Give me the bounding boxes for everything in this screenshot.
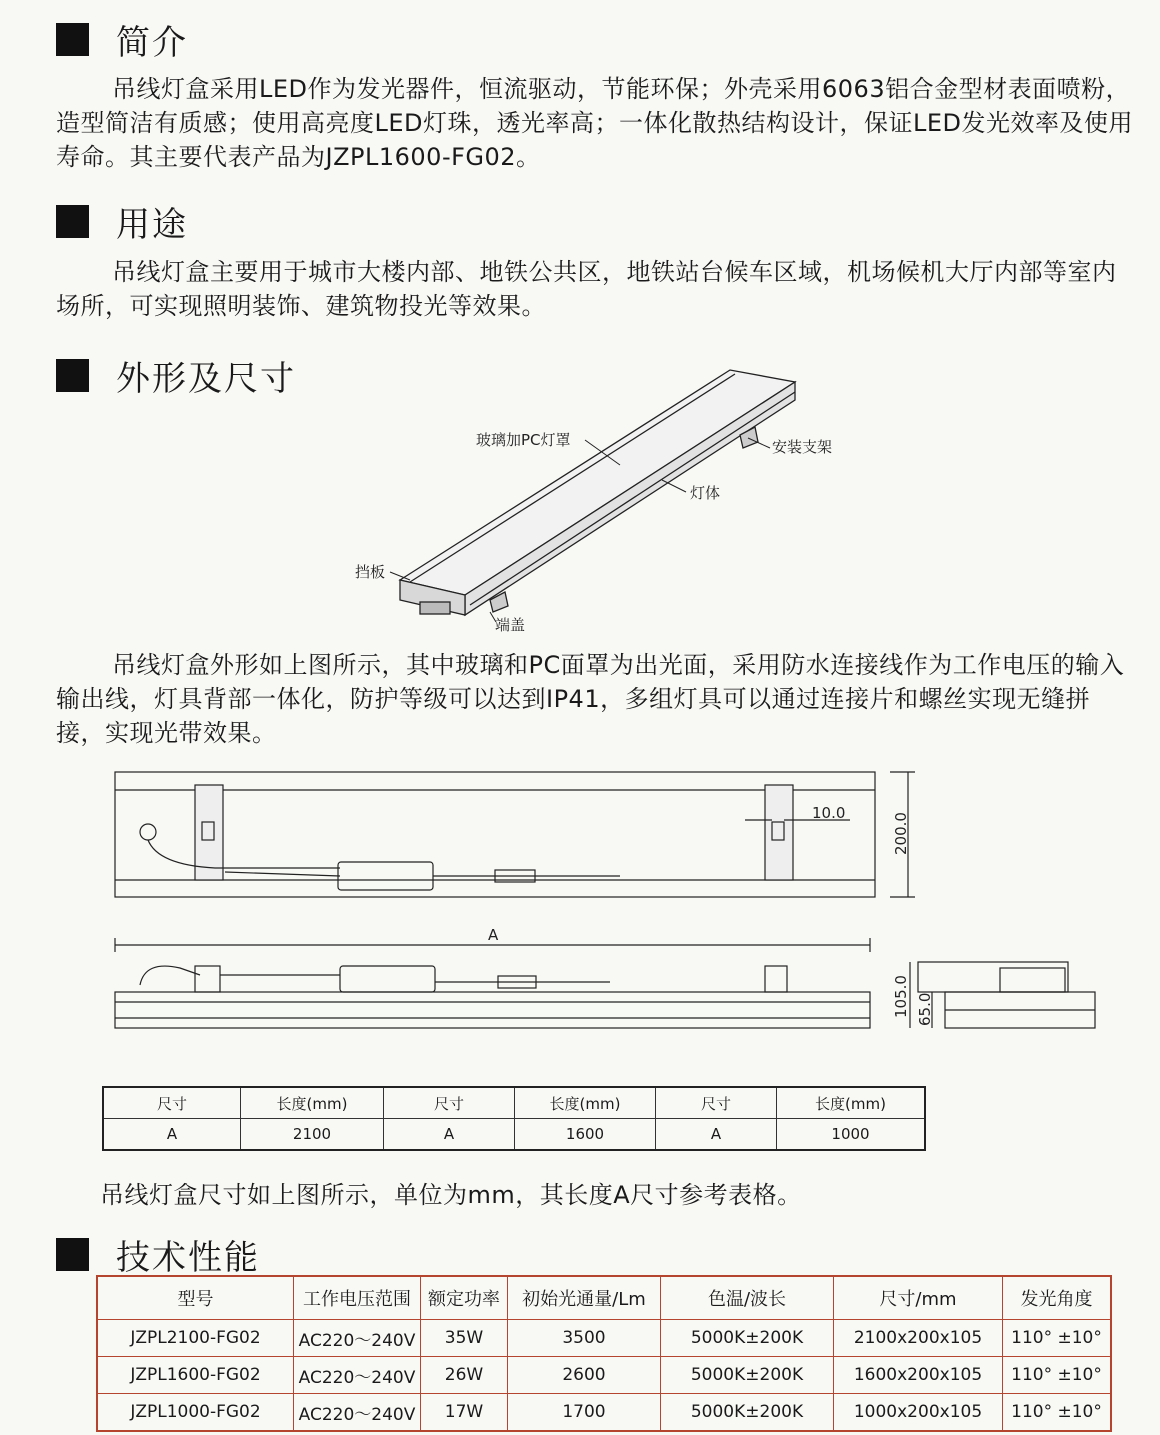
tech-cell: 5000K±200K — [661, 1357, 834, 1394]
section-intro-title: 简介 — [116, 23, 188, 63]
dim-height-body-label: 65.0 — [916, 992, 934, 1026]
tech-cell: AC220～240V — [294, 1320, 421, 1357]
tech-cell: 1600x200x105 — [834, 1357, 1003, 1394]
dim-header-cell: 尺寸 — [103, 1087, 241, 1119]
label-cover: 玻璃加PC灯罩 — [476, 431, 571, 449]
tech-cell: 5000K±200K — [661, 1394, 834, 1432]
tech-cell: 110° ±10° — [1003, 1357, 1112, 1394]
product-isometric-drawing — [340, 360, 860, 640]
tech-cell: 2600 — [508, 1357, 661, 1394]
tech-cell: AC220～240V — [294, 1394, 421, 1432]
tech-header-cell: 初始光通量/Lm — [508, 1276, 661, 1320]
section-shape-title: 外形及尺寸 — [116, 359, 296, 399]
label-bracket: 安装支架 — [772, 438, 833, 456]
section-usage-title: 用途 — [116, 205, 188, 245]
dimension-note: 吊线灯盒尺寸如上图所示，单位为mm，其长度A尺寸参考表格。 — [100, 1181, 802, 1209]
tech-table-row — [97, 1320, 1111, 1357]
tech-cell: 3500 — [508, 1320, 661, 1357]
section-tech-heading — [56, 1230, 260, 1279]
dim-slot-label: 10.0 — [812, 804, 846, 822]
usage-text: 吊线灯盒主要用于城市大楼内部、地铁公共区，地铁站台候车区域，机场候机大厅内部等室内场所，可实现照明装饰、建筑物投光等效果。 — [56, 258, 1117, 320]
technical-drawings — [100, 760, 1120, 1050]
section-tech-title: 技术性能 — [116, 1238, 260, 1278]
shape-description: 吊线灯盒外形如上图所示，其中玻璃和PC面罩为出光面，采用防水连接线作为工作电压的输入输出线，灯具背部一体化，防护等级可以达到IP41，多组灯具可以通过连接片和螺丝实现无缝拼接，实现光带效果。 — [56, 651, 1125, 747]
dimension-table-row — [103, 1119, 925, 1151]
tech-header-cell: 色温/波长 — [661, 1276, 834, 1320]
section-usage-heading — [56, 197, 188, 246]
tech-header-cell: 工作电压范围 — [294, 1276, 421, 1320]
dim-cell: 1000 — [777, 1119, 926, 1151]
tech-cell: JZPL2100-FG02 — [97, 1320, 294, 1357]
tech-header-cell: 尺寸/mm — [834, 1276, 1003, 1320]
bullet-square-icon — [56, 205, 89, 238]
tech-cell: 2100x200x105 — [834, 1320, 1003, 1357]
dim-width-label: 200.0 — [892, 812, 910, 855]
intro-text: 吊线灯盒采用LED作为发光器件，恒流驱动，节能环保；外壳采用6063铝合金型材表面喷粉，造型简洁有质感；使用高亮度LED灯珠，透光率高；一体化散热结构设计，保证LED发光效率及使用寿命。其主要代表产品为JZPL1600-FG02。 — [56, 75, 1134, 171]
tech-header-cell: 额定功率 — [421, 1276, 508, 1320]
dim-cell: A — [656, 1119, 777, 1151]
section-intro-heading — [56, 15, 188, 64]
tech-table-header — [97, 1276, 1111, 1320]
side-view-outline — [115, 992, 870, 1028]
label-endcap: 端盖 — [495, 616, 526, 634]
tech-cell: 1000x200x105 — [834, 1394, 1003, 1432]
intro-paragraph — [56, 72, 1136, 174]
dim-cell: A — [103, 1119, 241, 1151]
tech-cell: 5000K±200K — [661, 1320, 834, 1357]
tech-table-row — [97, 1357, 1111, 1394]
tech-header-cell: 型号 — [97, 1276, 294, 1320]
dim-height-total-label: 105.0 — [892, 975, 910, 1018]
tech-cell: 26W — [421, 1357, 508, 1394]
dim-cell: 2100 — [241, 1119, 384, 1151]
end-view-top — [918, 962, 1068, 992]
section-shape-heading — [56, 351, 296, 400]
dim-header-cell: 长度(mm) — [515, 1087, 656, 1119]
shape-paragraph — [56, 648, 1136, 750]
tech-header-cell: 发光角度 — [1003, 1276, 1112, 1320]
tech-cell: 1700 — [508, 1394, 661, 1432]
dim-header-cell: 尺寸 — [656, 1087, 777, 1119]
label-baffle: 挡板 — [355, 563, 386, 581]
tech-cell: 110° ±10° — [1003, 1394, 1112, 1432]
label-body: 灯体 — [690, 484, 721, 502]
tech-cell: 35W — [421, 1320, 508, 1357]
dim-length-label: A — [488, 926, 499, 944]
tech-cell: JZPL1000-FG02 — [97, 1394, 294, 1432]
tech-cell: 17W — [421, 1394, 508, 1432]
dim-header-cell: 尺寸 — [384, 1087, 515, 1119]
tech-cell: 110° ±10° — [1003, 1320, 1112, 1357]
dimension-table — [102, 1086, 926, 1151]
dim-header-cell: 长度(mm) — [241, 1087, 384, 1119]
bullet-square-icon — [56, 1238, 89, 1271]
dim-header-cell: 长度(mm) — [777, 1087, 926, 1119]
usage-paragraph — [56, 255, 1136, 323]
dim-cell: 1600 — [515, 1119, 656, 1151]
tech-cell: AC220～240V — [294, 1357, 421, 1394]
dimension-table-header — [103, 1087, 925, 1119]
tech-cell: JZPL1600-FG02 — [97, 1357, 294, 1394]
tech-spec-table — [96, 1275, 1112, 1432]
bullet-square-icon — [56, 23, 89, 56]
dim-cell: A — [384, 1119, 515, 1151]
bullet-square-icon — [56, 359, 89, 392]
tech-table-row — [97, 1394, 1111, 1432]
